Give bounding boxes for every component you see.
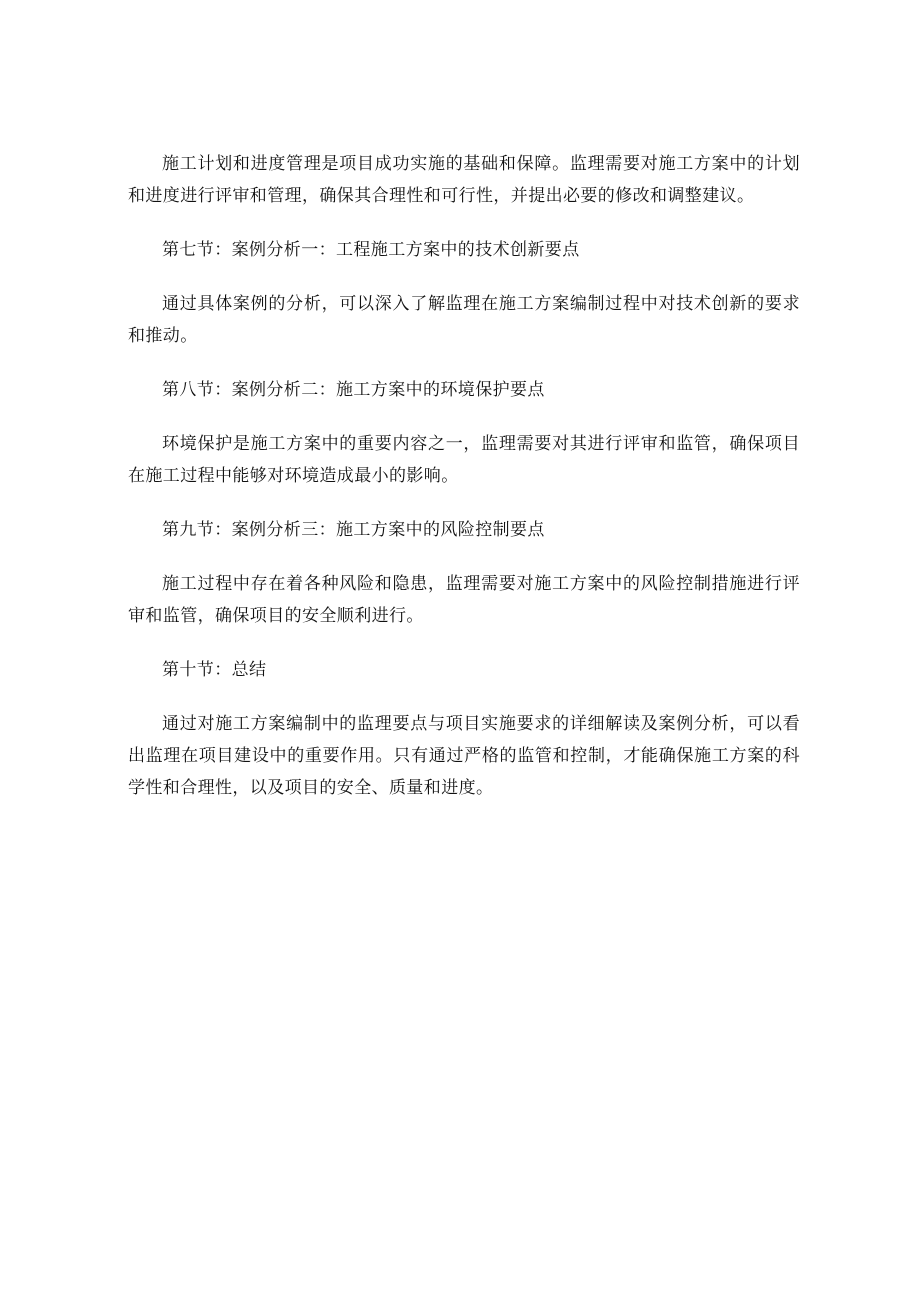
section-heading-7: 第七节：案例分析一：工程施工方案中的技术创新要点 bbox=[162, 240, 580, 260]
section-heading-9: 第九节：案例分析三：施工方案中的风险控制要点 bbox=[162, 520, 545, 540]
paragraph-summary: 通过对施工方案编制中的监理要点与项目实施要求的详细解读及案例分析，可以看出监理在项目建设中的重要作用。只有通过严格的监管和控制，才能确保施工方案的科学性和合理性，以及项目的安全、质量和进度。 bbox=[128, 714, 800, 798]
paragraph-planning-progress: 施工计划和进度管理是项目成功实施的基础和保障。监理需要对施工方案中的计划和进度进行评审和管理，确保其合理性和可行性，并提出必要的修改和调整建议。 bbox=[128, 154, 800, 206]
paragraph-risk-control: 施工过程中存在着各种风险和隐患，监理需要对施工方案中的风险控制措施进行评审和监管，确保项目的安全顺利进行。 bbox=[128, 574, 800, 626]
document-body bbox=[128, 148, 800, 826]
section-heading-8: 第八节：案例分析二：施工方案中的环境保护要点 bbox=[162, 380, 545, 400]
section-heading-10: 第十节：总结 bbox=[162, 660, 267, 680]
paragraph-environment-protection: 环境保护是施工方案中的重要内容之一，监理需要对其进行评审和监管，确保项目在施工过程中能够对环境造成最小的影响。 bbox=[128, 434, 800, 486]
paragraph-tech-innovation: 通过具体案例的分析，可以深入了解监理在施工方案编制过程中对技术创新的要求和推动。 bbox=[128, 294, 800, 346]
